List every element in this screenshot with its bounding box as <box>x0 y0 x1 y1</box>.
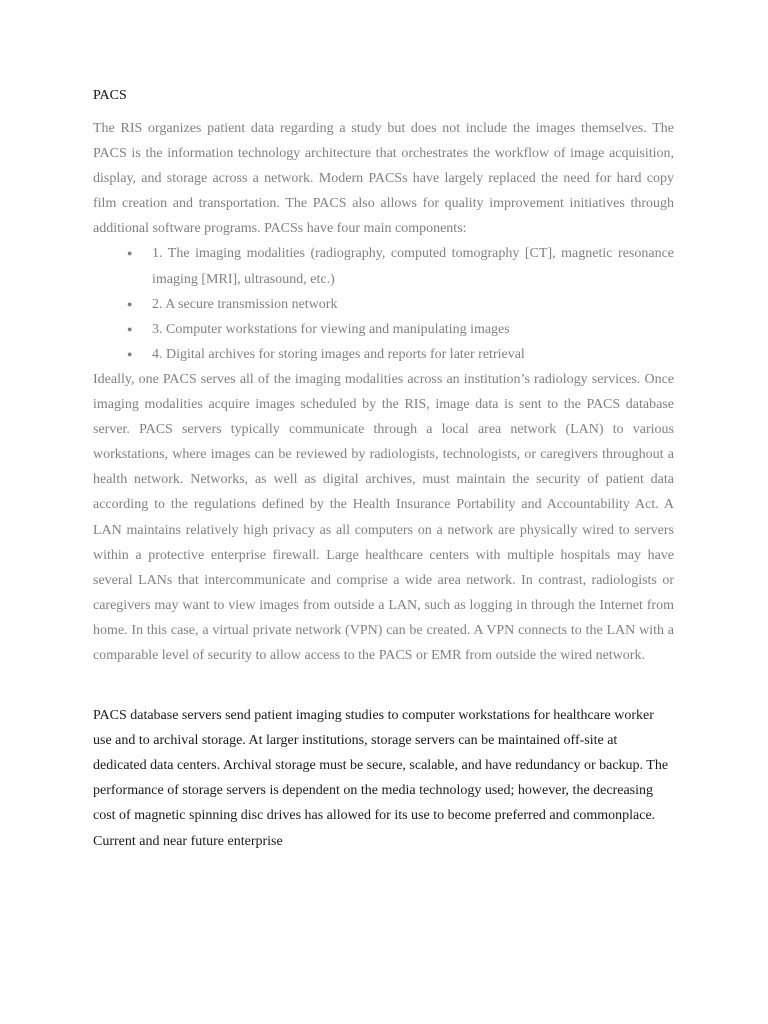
list-item-text: 2. A secure transmission network <box>152 296 338 312</box>
bullet-icon: ● <box>127 348 133 359</box>
bullet-icon: ● <box>127 298 133 309</box>
list-item-text: 3. Computer workstations for viewing and manipulating images <box>152 321 510 337</box>
document-page <box>93 86 674 854</box>
list-item-text: 1. The imaging modalities (radiography, computed tomography [CT], magnetic resonance imaging [MRI], ultrasound, etc.) <box>152 246 674 287</box>
document-heading: PACS <box>93 88 127 103</box>
network-paragraph: Ideally, one PACS serves all of the imaging modalities across an institution’s radiology services. Once imaging modalities acquire images scheduled by the RIS, image data is sent to the PACS database server. PACS servers typically communicate through a local area network (LAN) to various workstations, where images can be reviewed by radiologists, technologists, or caregivers throughout a health network. Networks, as well as digital archives, must maintain the security of patient data according to the regulations defined by the Health Insurance Portability and Accountability Act. A LAN maintains relatively high privacy as all computers on a network are physically wired to servers within a protective enterprise firewall. Large healthcare centers with multiple hospitals may have several LANs that intercommunicate and comprise a wide area network. In contrast, radiologists or caregivers may want to view images from outside a LAN, such as logging in through the Internet from home. In this case, a virtual private network (VPN) can be created. A VPN connects to the LAN with a comparable level of security to allow access to the PACS or EMR from outside the wired network. <box>93 371 674 663</box>
list-item <box>127 342 674 367</box>
list-item <box>127 292 674 317</box>
list-item-text: 4. Digital archives for storing images and reports for later retrieval <box>152 346 525 362</box>
components-list <box>93 241 674 366</box>
storage-paragraph: PACS database servers send patient imaging studies to computer workstations for healthcare worker use and to archival storage. At larger institutions, storage servers can be maintained off-site at dedicated data centers. Archival storage must be secure, scalable, and have redundancy or backup. The performance of storage servers is dependent on the media technology used; however, the decreasing cost of magnetic spinning disc drives has allowed for its use to become preferred and commonplace. Current and near future enterprise <box>93 708 669 849</box>
bullet-icon: ● <box>127 323 133 334</box>
list-item <box>127 241 674 291</box>
list-item <box>127 317 674 342</box>
intro-paragraph: The RIS organizes patient data regarding a study but does not include the images themselves. The PACS is the information technology architecture that orchestrates the workflow of image acquisition, display, and storage across a network. Modern PACSs have largely replaced the need for hard copy film creation and transportation. The PACS also allows for quality improvement initiatives through additional software programs. PACSs have four main components: <box>93 121 674 237</box>
bullet-icon: ● <box>127 248 133 259</box>
